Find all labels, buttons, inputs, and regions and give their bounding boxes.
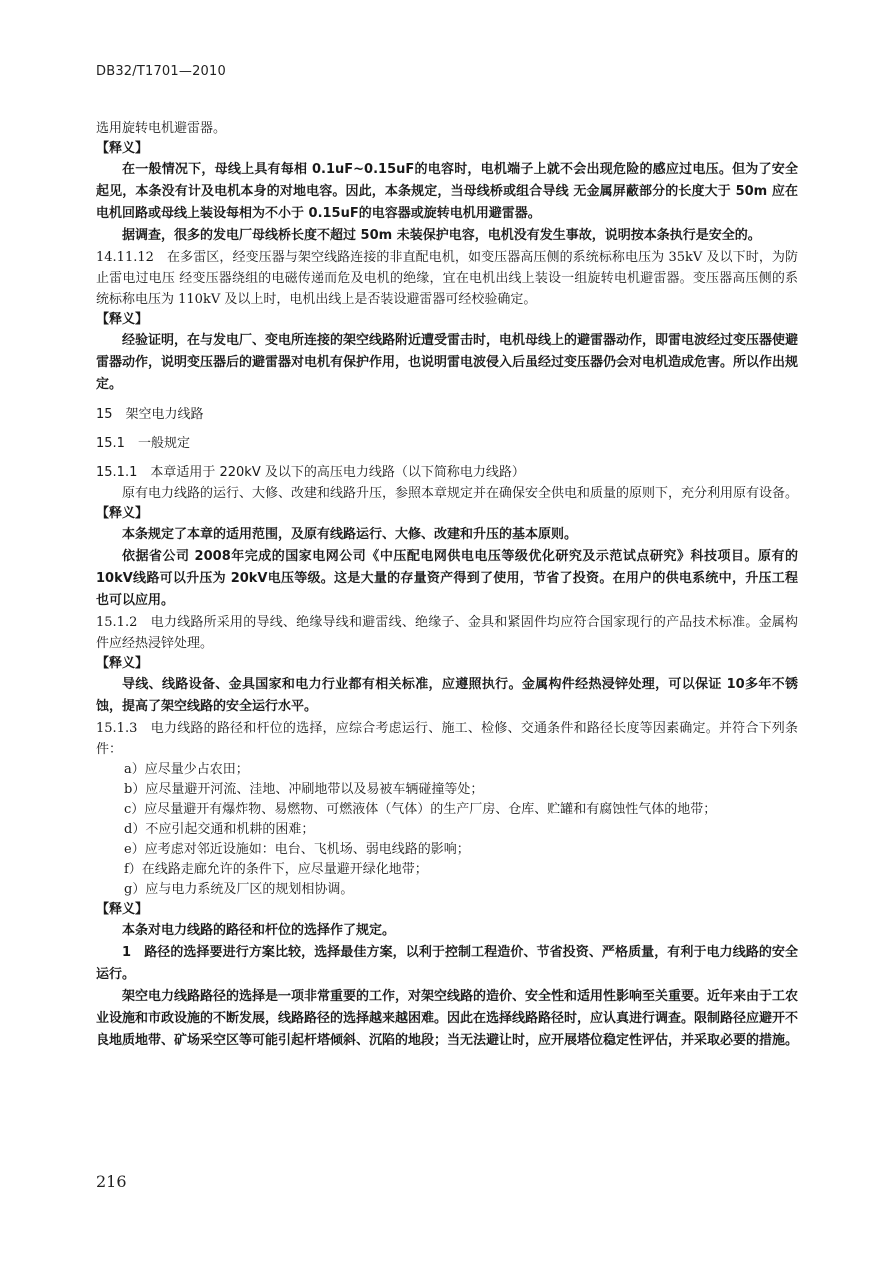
interpretation-paragraph: 经验证明，在与发电厂、变电所连接的架空线路附近遭受雷击时，电机母线上的避雷器动作，即雷电波经过变压器使避雷器动作，说明变压器后的避雷器对电机有保护作用，也说明雷电波侵入后虽经过变压器仍会对电机造成危害。所以作出规定。	[96, 333, 799, 392]
interpretation-heading: 【释义】	[96, 141, 149, 156]
list-item: c）应尽量避开有爆炸物、易燃物、可燃液体（气体）的生产厂房、仓库、贮罐和有腐蚀性气体的地带；	[124, 802, 717, 817]
list-item: d）不应引起交通和机耕的困难；	[124, 822, 315, 837]
list-item: e）应考虑对邻近设施如：电台、飞机场、弱电线路的影响；	[124, 842, 470, 857]
interpretation-paragraph: 本条规定了本章的适用范围，及原有线路运行、大修、改建和升压的基本原则。	[122, 527, 578, 542]
clause-15-1-1: 15.1.1 本章适用于 220kV 及以下的高压电力线路（以下简称电力线路）	[96, 465, 525, 480]
chapter-heading-15: 15 架空电力线路	[96, 407, 204, 422]
interpretation-heading: 【释义】	[96, 902, 149, 917]
interpretation-paragraph: 本条对电力线路的路径和杆位的选择作了规定。	[122, 923, 396, 938]
interpretation-paragraph: 在一般情况下，母线上具有每相 0.1uF~0.15uF的电容时，电机端子上就不会出现危险的感应过电压。但为了安全起见，本条没有计及电机本身的对地电容。因此，本条规定，当母线桥或组合导线 无金属屏蔽部分的长度大于 50m 应在电机回路或母线上装设每相为不小于 0.15uF的电容器或旋转电机用避雷器。	[96, 162, 798, 221]
page-number: 216	[96, 1172, 127, 1191]
list-item: g）应与电力系统及厂区的规划相协调。	[124, 882, 354, 897]
clause-15-1-3: 15.1.3 电力线路的路径和杆位的选择，应综合考虑运行、施工、检修、交通条件和路径长度等因素确定。并符合下列条件：	[96, 721, 798, 757]
interpretation-paragraph: 依据省公司 2008年完成的国家电网公司《中压配电网供电电压等级优化研究及示范试点研究》科技项目。原有的 10kV线路可以升压为 20kV电压等级。这是大量的存量资产得到了使用，节省了投资。在用户的供电系统中，升压工程也可以应用。	[96, 549, 798, 608]
list-item: a）应尽量少占农田；	[124, 762, 249, 777]
paragraph: 选用旋转电机避雷器。	[96, 121, 227, 136]
interpretation-paragraph: 架空电力线路路径的选择是一项非常重要的工作，对架空线路的造价、安全性和适用性影响至关重要。近年来由于工农业设施和市政设施的不断发展，线路路径的选择越来越困难。因此在选择线路路径时，应认真进行调查。限制路径应避开不良地质地带、矿场采空区等可能引起杆塔倾斜、沉陷的地段；当无法避让时，应开展塔位稳定性评估，并采取必要的措施。	[96, 989, 799, 1048]
section-heading-15-1: 15.1 一般规定	[96, 436, 190, 451]
list-item: b）应尽量避开河流、洼地、冲刷地带以及易被车辆碰撞等处；	[124, 782, 484, 797]
document-code-header: DB32/T1701—2010	[96, 64, 226, 79]
paragraph: 原有电力线路的运行、大修、改建和线路升压，参照本章规定并在确保安全供电和质量的原则下，充分利用原有设备。	[122, 486, 799, 501]
interpretation-heading: 【释义】	[96, 312, 149, 327]
interpretation-heading: 【释义】	[96, 506, 149, 521]
interpretation-heading: 【释义】	[96, 656, 149, 671]
page-body	[96, 118, 798, 1052]
interpretation-paragraph: 导线、线路设备、金具国家和电力行业都有相关标准，应遵照执行。金属构件经热浸锌处理，可以保证 10多年不锈蚀，提高了架空线路的安全运行水平。	[96, 677, 798, 714]
clause-14-11-12: 14.11.12 在多雷区，经变压器与架空线路连接的非直配电机，如变压器高压侧的系统标称电压为 35kV 及以下时，为防止雷电过电压 经变压器绕组的电磁传递而危及电机的绝缘，宜在电机出线上装设一组旋转电机避雷器。变压器高压侧的系统标称电压为 110kV 及以上时，电机出线上是否装设避雷器可经校验确定。	[96, 250, 798, 307]
list-item: f）在线路走廊允许的条件下，应尽量避开绿化地带；	[124, 862, 428, 877]
clause-15-1-2: 15.1.2 电力线路所采用的导线、绝缘导线和避雷线、绝缘子、金具和紧固件均应符合国家现行的产品技术标准。金属构件应经热浸锌处理。	[96, 615, 798, 651]
interpretation-paragraph: 1 路径的选择要进行方案比较，选择最佳方案，以利于控制工程造价、节省投资、严格质量，有利于电力线路的安全运行。	[96, 945, 798, 982]
interpretation-paragraph: 据调查，很多的发电厂母线桥长度不超过 50m 未装保护电容，电机没有发生事故，说明按本条执行是安全的。	[122, 228, 761, 243]
